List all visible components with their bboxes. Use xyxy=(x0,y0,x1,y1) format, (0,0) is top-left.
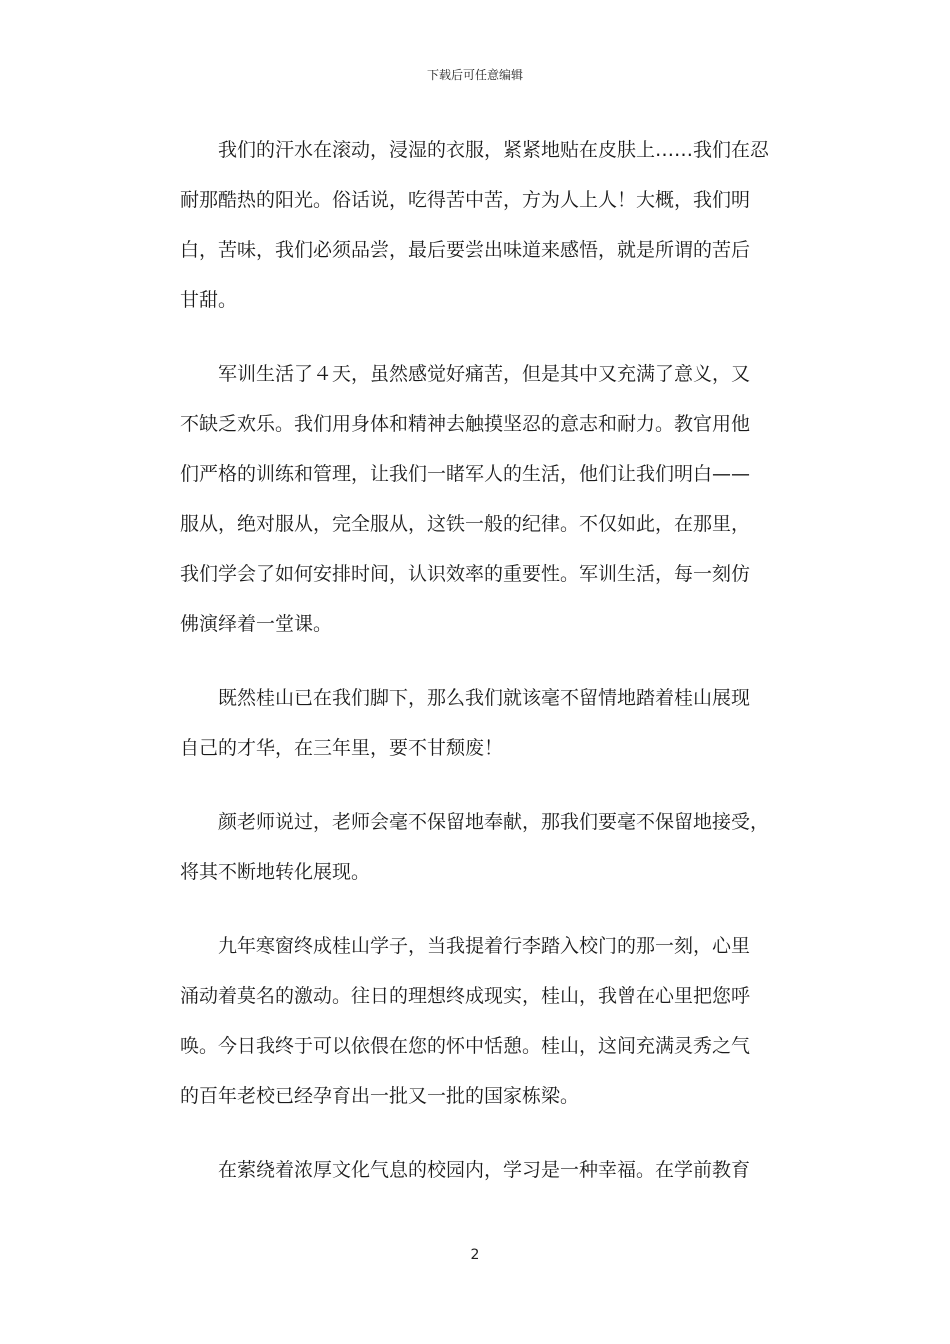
paragraph-gap xyxy=(180,1128,780,1152)
text-line: 们严格的训练和管理，让我们一睹军人的生活，他们让我们明白—— xyxy=(180,463,751,485)
text-line: 服从，绝对服从，完全服从，这铁一般的纪律。不仅如此，在那里， xyxy=(180,513,751,535)
text-line: 军训生活了４天，虽然感觉好痛苦，但是其中又充满了意义，又 xyxy=(218,363,751,385)
text-line: 将其不断地转化展现。 xyxy=(180,861,371,883)
text-line: 不缺乏欢乐。我们用身体和精神去触摸坚忍的意志和耐力。教官用他 xyxy=(180,413,751,435)
text-line: 在萦绕着浓厚文化气息的校园内，学习是一种幸福。在学前教育 xyxy=(218,1159,751,1181)
paragraph xyxy=(180,804,780,904)
paragraph-gap xyxy=(180,904,780,928)
text-line: 的百年老校已经孕育出一批又一批的国家栋梁。 xyxy=(180,1085,580,1107)
text-line: 耐那酷热的阳光。俗话说，吃得苦中苦，方为人上人！大概，我们明 xyxy=(180,189,751,211)
page-header: 下载后可任意编辑 xyxy=(426,68,523,82)
text-line: 自己的才华，在三年里，要不甘颓废！ xyxy=(180,737,504,759)
text-line: 甘甜。 xyxy=(180,289,238,311)
text-line: 涌动着莫名的激动。往日的理想终成现实，桂山，我曾在心里把您呼 xyxy=(180,985,751,1007)
document-body xyxy=(180,132,780,1202)
text-line: 白，苦味，我们必须品尝，最后要尝出味道来感悟，就是所谓的苦后 xyxy=(180,239,751,261)
text-line: 颜老师说过，老师会毫不保留地奉献，那我们要毫不保留地接受， xyxy=(218,811,770,833)
paragraph xyxy=(180,680,780,780)
paragraph-gap xyxy=(180,780,780,804)
paragraph-gap xyxy=(180,332,780,356)
paragraph xyxy=(180,132,780,332)
page-number: 2 xyxy=(470,1247,480,1263)
paragraph xyxy=(180,928,780,1128)
paragraph xyxy=(180,356,780,656)
text-line: 我们的汗水在滚动，浸湿的衣服，紧紧地贴在皮肤上……我们在忍 xyxy=(218,139,770,161)
text-line: 既然桂山已在我们脚下，那么我们就该毫不留情地踏着桂山展现 xyxy=(218,687,751,709)
paragraph xyxy=(180,1152,780,1202)
text-line: 佛演绎着一堂课。 xyxy=(180,613,333,635)
paragraph-gap xyxy=(180,656,780,680)
text-line: 我们学会了如何安排时间，认识效率的重要性。军训生活，每一刻仿 xyxy=(180,563,751,585)
text-line: 唤。今日我终于可以依偎在您的怀中恬憩。桂山，这间充满灵秀之气 xyxy=(180,1035,751,1057)
text-line: 九年寒窗终成桂山学子，当我提着行李踏入校门的那一刻，心里 xyxy=(218,935,751,957)
